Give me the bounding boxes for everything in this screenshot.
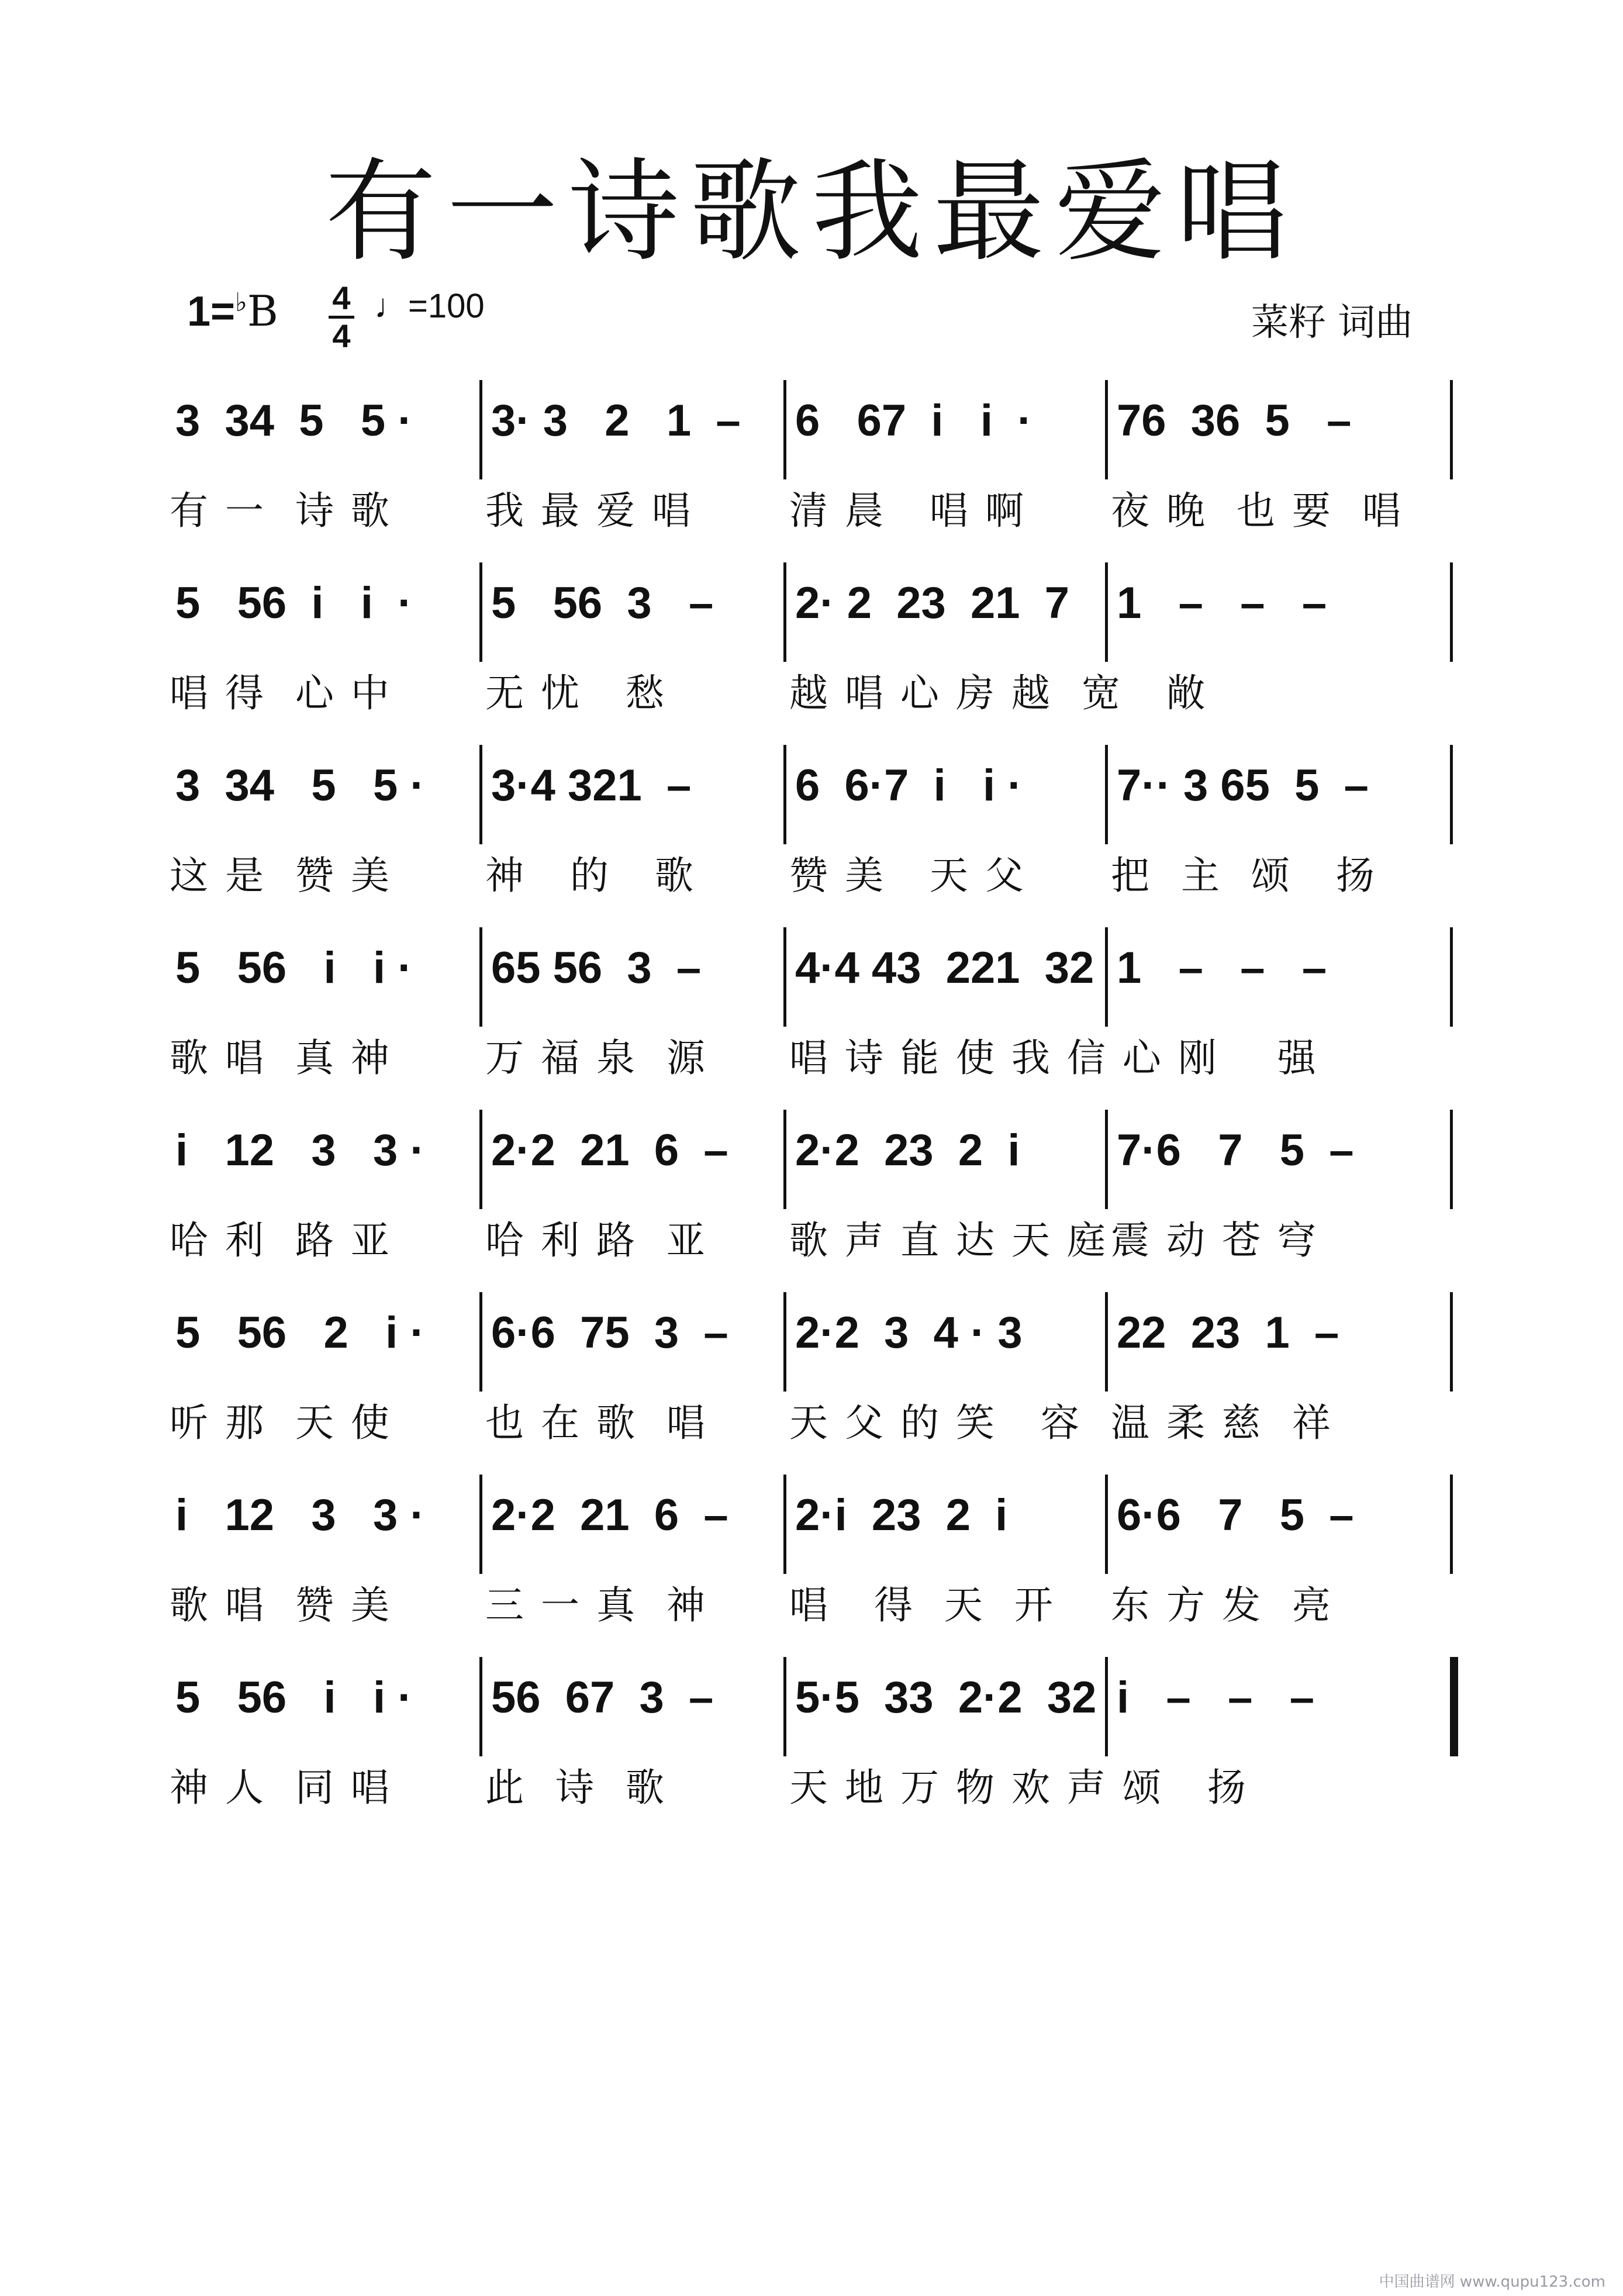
lyric-line: 歌 唱 赞 美 <box>170 1583 392 1628</box>
barline <box>1105 927 1108 1027</box>
barline <box>783 562 786 662</box>
barline <box>1105 1657 1108 1756</box>
measure-notes: 7·· 3 65 5 – <box>1117 761 1369 810</box>
barline <box>783 1657 786 1756</box>
score-row <box>0 739 1623 926</box>
score-row <box>0 557 1623 744</box>
measure-notes: i 12 3 3 · <box>175 1490 425 1540</box>
measure-notes: 1 – – – <box>1117 578 1327 628</box>
measure-notes: 1 – – – <box>1117 943 1327 993</box>
time-signature: 4 4 <box>327 281 355 354</box>
score-row <box>0 1469 1623 1656</box>
lyric-line: 把 主 颂 扬 <box>1111 853 1377 898</box>
barline <box>783 1292 786 1392</box>
measure-notes: i 12 3 3 · <box>175 1125 425 1175</box>
lyric-line: 歌 声 直 达 天 庭 <box>789 1218 1108 1263</box>
measure-notes: 6 67 i i · <box>795 396 1032 446</box>
score-row <box>0 1651 1623 1838</box>
lyric-line: 夜 晚 也 要 唱 <box>1111 488 1403 533</box>
measure-notes: 3·4 321 – <box>491 761 692 810</box>
barline <box>1450 562 1453 662</box>
barline <box>1105 1292 1108 1392</box>
barline <box>783 927 786 1027</box>
score-row <box>0 1286 1623 1473</box>
lyric-line: 神 人 同 唱 <box>170 1765 392 1810</box>
lyric-line: 温 柔 慈 祥 <box>1111 1400 1333 1445</box>
lyric-line: 歌 唱 真 神 <box>170 1035 392 1080</box>
barline <box>479 1657 482 1756</box>
measure-notes: 2·2 23 2 i <box>795 1125 1020 1175</box>
measure-notes: 56 67 3 – <box>491 1673 714 1722</box>
barline <box>1450 745 1453 844</box>
measure-notes: 3 34 5 5 · <box>175 761 425 810</box>
measure-notes: 5 56 i i · <box>175 578 413 628</box>
measure-notes: 3 34 5 5 · <box>175 396 413 446</box>
measure-notes: 7·6 7 5 – <box>1117 1125 1354 1175</box>
measure-notes: 5 56 3 – <box>491 578 714 628</box>
lyric-line: 哈 利 路 亚 <box>485 1218 707 1263</box>
barline <box>1450 1475 1453 1574</box>
lyric-line: 赞 美 天 父 <box>789 853 1026 898</box>
measure-notes: 5 56 2 i · <box>175 1308 425 1358</box>
barline <box>479 927 482 1027</box>
barline <box>479 1475 482 1574</box>
barline <box>479 745 482 844</box>
lyric-line: 哈 利 路 亚 <box>170 1218 392 1263</box>
barline <box>1105 562 1108 662</box>
measure-notes: 6 6·7 i i · <box>795 761 1023 810</box>
lyric-line: 越 唱 心 房 越 宽 敞 <box>789 671 1207 716</box>
barline <box>1105 1110 1108 1209</box>
barline <box>479 380 482 479</box>
measure-notes: 2· 2 23 21 7 <box>795 578 1069 628</box>
song-title: 有一诗歌我最爱唱 <box>324 147 1298 277</box>
lyric-line: 也 在 歌 唱 <box>485 1400 707 1445</box>
barline <box>1105 380 1108 479</box>
barline <box>479 1292 482 1392</box>
measure-notes: 3· 3 2 1 – <box>491 396 741 446</box>
lyric-line: 震 动 苍 穹 <box>1111 1218 1318 1263</box>
lyric-line: 东 方 发 亮 <box>1111 1583 1333 1628</box>
lyric-line: 唱 诗 能 使 我 信 心 刚 强 <box>789 1035 1318 1080</box>
score-row <box>0 1104 1623 1291</box>
lyric-line: 此 诗 歌 <box>485 1765 667 1810</box>
lyric-line: 这 是 赞 美 <box>170 853 392 898</box>
measure-notes: 76 36 5 – <box>1117 396 1352 446</box>
lyric-line: 万 福 泉 源 <box>485 1035 707 1080</box>
lyric-line: 唱 得 心 中 <box>170 671 392 716</box>
measure-notes: 2·2 3 4 · 3 <box>795 1308 1023 1358</box>
lyric-line: 天 父 的 笑 容 <box>789 1400 1082 1445</box>
barline <box>783 380 786 479</box>
score-row <box>0 921 1623 1109</box>
lyric-line: 我 最 爱 唱 <box>485 488 693 533</box>
barline <box>1450 1657 1458 1756</box>
measure-notes: 4·4 43 221 32 <box>795 943 1094 993</box>
measure-notes: 5 56 i i · <box>175 1673 413 1722</box>
measure-notes: 6·6 7 5 – <box>1117 1490 1354 1540</box>
barline <box>783 745 786 844</box>
barline <box>1450 927 1453 1027</box>
lyric-line: 三 一 真 神 <box>485 1583 707 1628</box>
barline <box>783 1110 786 1209</box>
barline <box>1450 380 1453 479</box>
measure-notes: 2·i 23 2 i <box>795 1490 1008 1540</box>
lyric-line: 听 那 天 使 <box>170 1400 392 1445</box>
barline <box>1450 1110 1453 1209</box>
score-row <box>0 374 1623 561</box>
lyric-line: 有 一 诗 歌 <box>170 488 392 533</box>
lyric-line: 唱 得 天 开 <box>789 1583 1055 1628</box>
measure-notes: 22 23 1 – <box>1117 1308 1339 1358</box>
barline <box>1450 1292 1453 1392</box>
measure-notes: 5 56 i i · <box>175 943 413 993</box>
measure-notes: 65 56 3 – <box>491 943 702 993</box>
barline <box>479 562 482 662</box>
lyric-line: 天 地 万 物 欢 声 颂 扬 <box>789 1765 1248 1810</box>
composer-credit: 菜籽 词曲 <box>1251 301 1413 344</box>
measure-notes: i – – – <box>1117 1673 1314 1722</box>
watermark: 中国曲谱网 www.qupu123.com <box>1379 2273 1605 2291</box>
barline <box>1105 745 1108 844</box>
lyric-line: 神 的 歌 <box>485 853 696 898</box>
measure-notes: 2·2 21 6 – <box>491 1125 728 1175</box>
barline <box>1105 1475 1108 1574</box>
lyric-line: 清 晨 唱 啊 <box>789 488 1026 533</box>
key-signature: 1=♭B <box>187 286 278 336</box>
measure-notes: 2·2 21 6 – <box>491 1490 728 1540</box>
measure-notes: 5·5 33 2·2 32 <box>795 1673 1097 1722</box>
barline <box>479 1110 482 1209</box>
lyric-line: 无 忧 愁 <box>485 671 667 716</box>
barline <box>783 1475 786 1574</box>
tempo-marking: ♩=100 <box>374 287 485 325</box>
measure-notes: 6·6 75 3 – <box>491 1308 728 1358</box>
